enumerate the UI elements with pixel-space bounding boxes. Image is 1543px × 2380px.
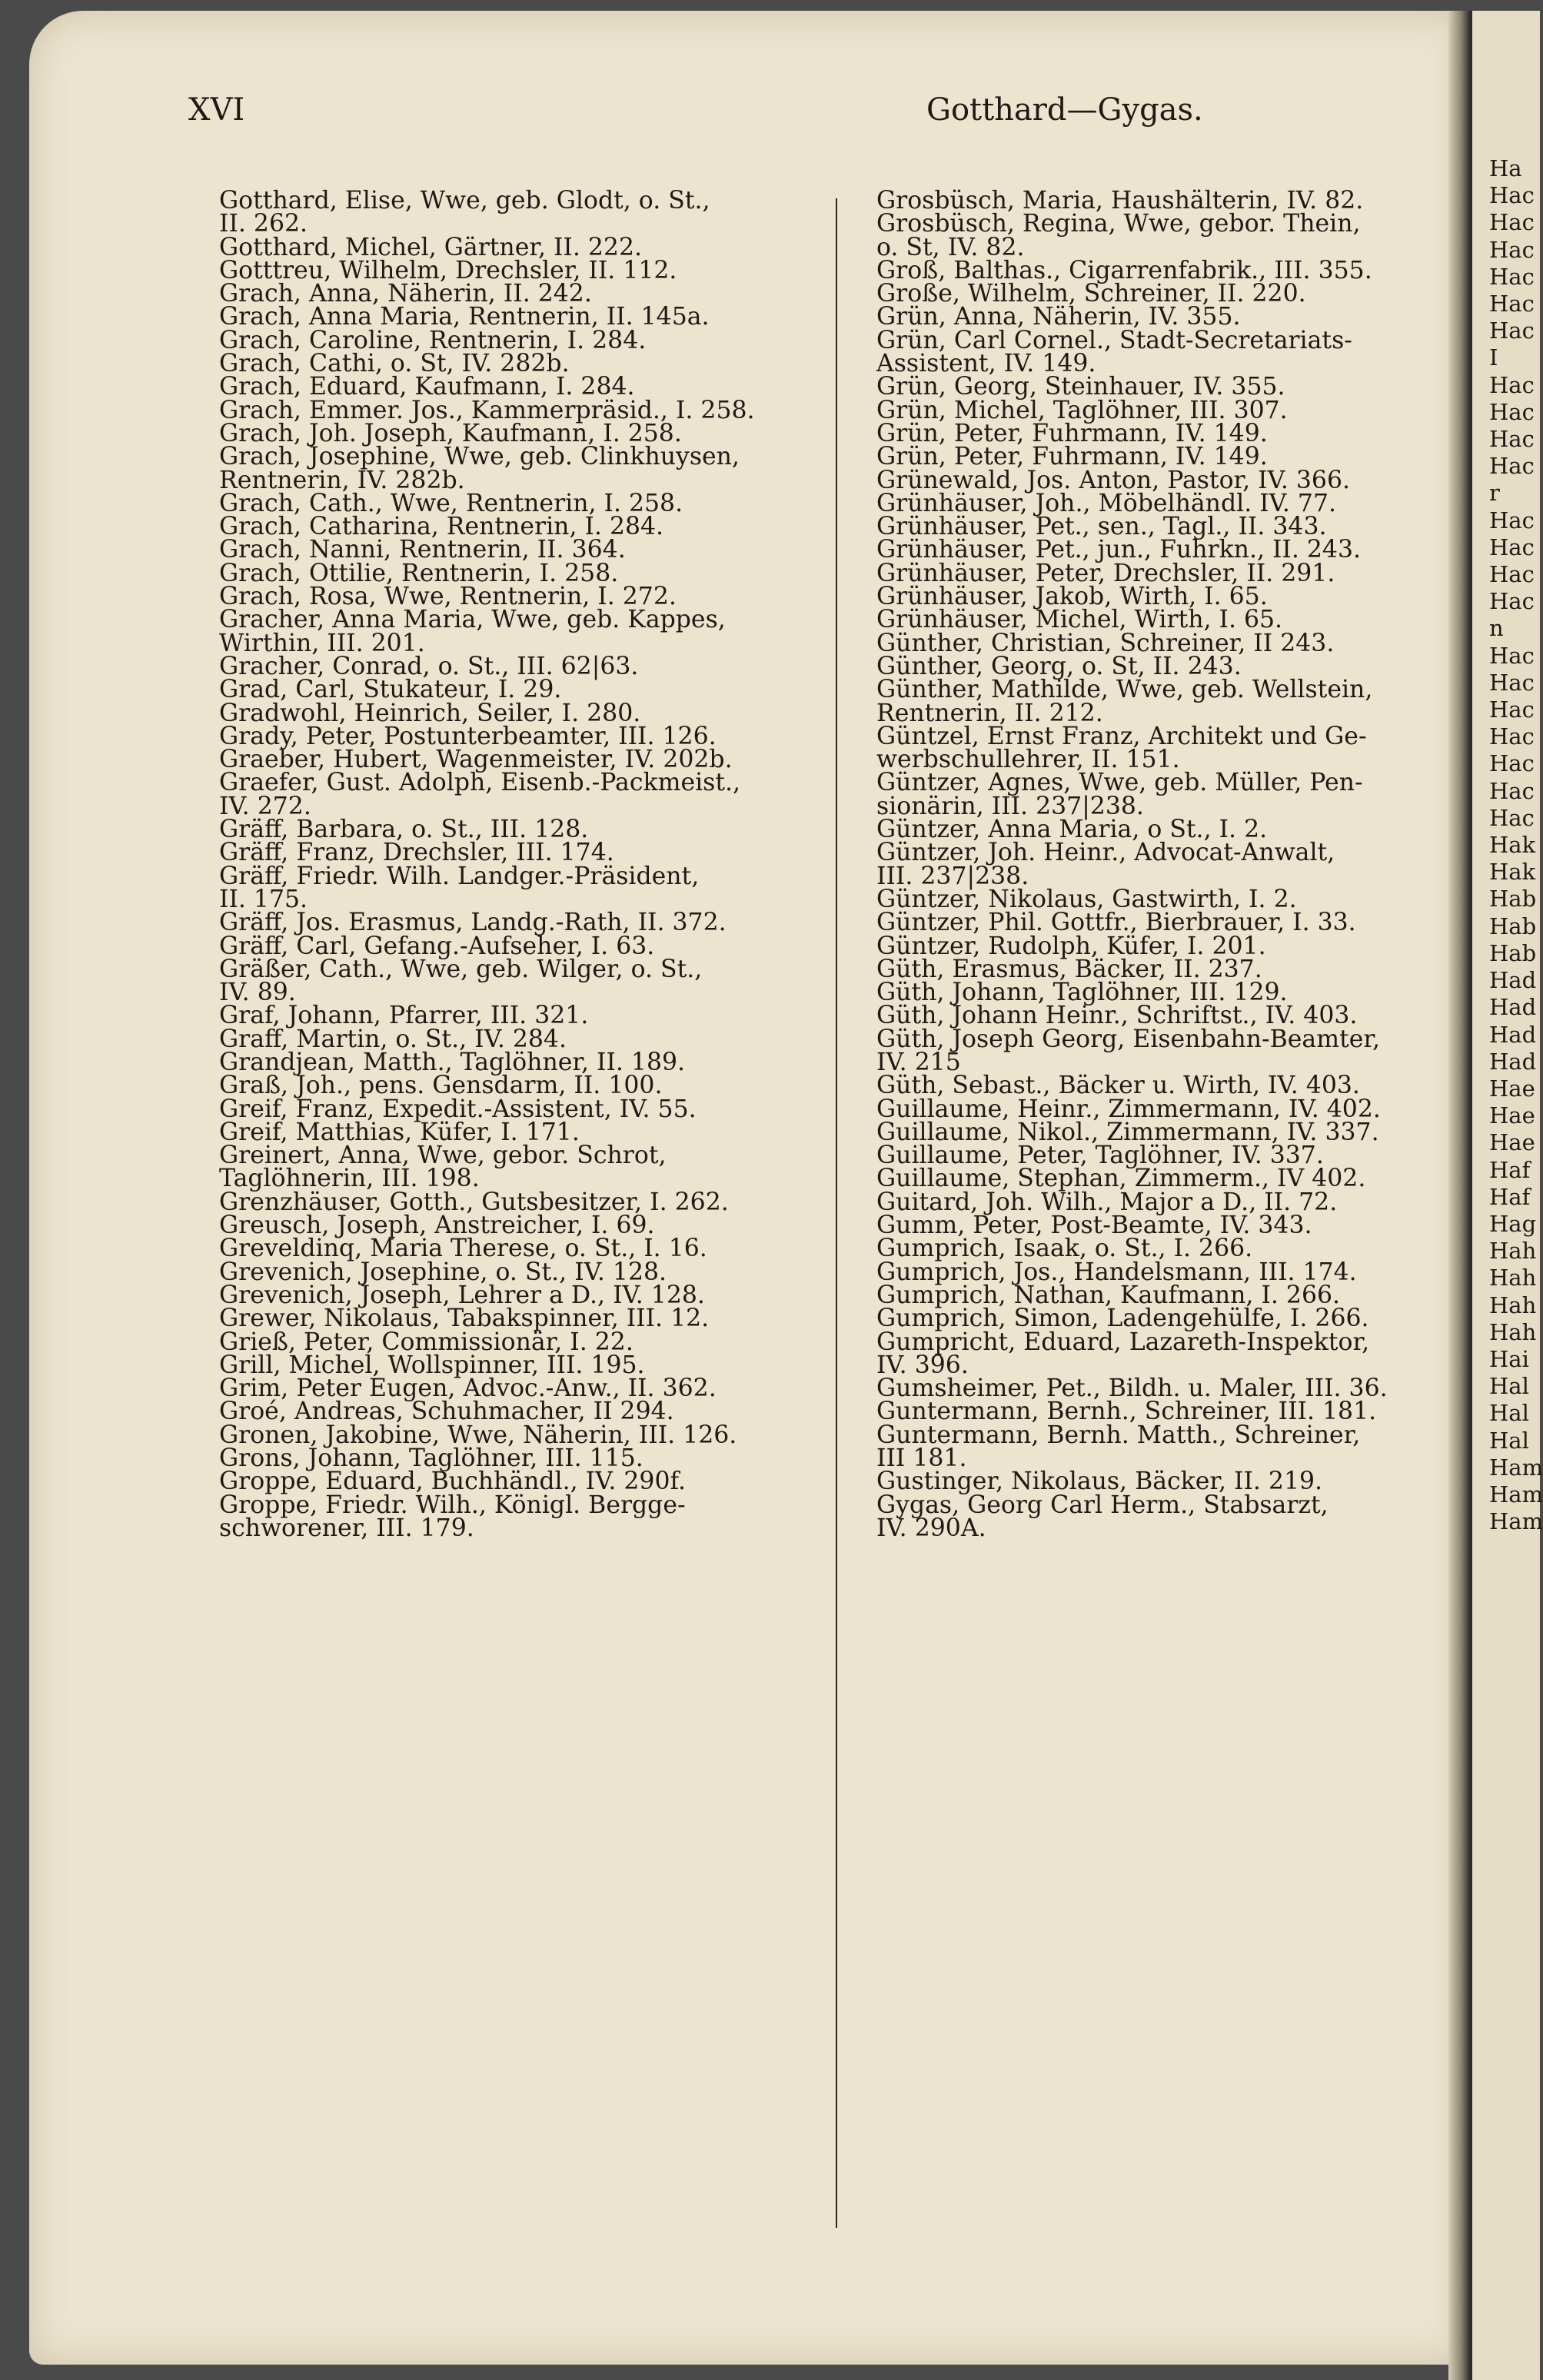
directory-entry-line: Gradwohl, Heinrich, Seiler, I. 280. [219,699,641,727]
directory-entry-line: Grim, Peter Eugen, Advoc.-Anw., II. 362. [219,1374,717,1403]
directory-entry-line: Güth, Johann Heinr., Schriftst., IV. 403. [876,1002,1358,1030]
directory-entry-line: Guntermann, Bernh., Schreiner, III. 181. [876,1398,1377,1426]
directory-entry-line: Grach, Joh. Joseph, Kaufmann, I. 258. [219,419,682,447]
directory-entry-line: Groppe, Friedr. Wilh., Königl. Bergge- [219,1491,686,1519]
directory-entry-line: Grewer, Nikolaus, Tabakspinner, III. 12. [219,1305,710,1333]
next-page-fragment: Hac [1489,317,1535,344]
directory-entry-line: III. 237|238. [876,862,1029,890]
next-page-fragment: Hac [1489,750,1535,777]
directory-entry-line: Grün, Peter, Fuhrmann, IV. 149. [876,443,1268,471]
directory-entry-line: Gotthard, Elise, Wwe, geb. Glodt, o. St., [219,187,710,214]
next-page-fragment: Ham [1489,1454,1543,1481]
next-page-fragment: Hal [1489,1427,1529,1454]
directory-entry-line: Grosbüsch, Regina, Wwe, gebor. Thein, [876,210,1361,238]
directory-entry-line: Graeber, Hubert, Wagenmeister, IV. 202b. [219,746,733,774]
next-page-fragment: Hac [1489,453,1535,480]
next-page-fragment: Hac [1489,642,1535,669]
next-page-fragment: Hac [1489,507,1535,534]
directory-entry-line: Güntzer, Anna Maria, o St., I. 2. [876,816,1268,844]
next-page-fragment: Hac [1489,371,1535,398]
directory-entry-line: Grons, Johann, Taglöhner, III. 115. [219,1444,643,1473]
directory-entry-line: Groé, Andreas, Schuhmacher, II 294. [219,1398,674,1426]
next-page-fragment: Hak [1489,859,1536,886]
directory-entry-line: Grill, Michel, Wollspinner, III. 195. [219,1351,645,1379]
next-page-fragment: Hac [1489,263,1535,290]
column-divider [836,198,837,2228]
directory-entry-line: Grad, Carl, Stukateur, I. 29. [219,676,562,704]
next-page-fragment: Hae [1489,1102,1535,1129]
directory-entry-line: Grach, Catharina, Rentnerin, I. 284. [219,513,664,541]
next-page-fragments [1489,155,1543,1535]
next-page-fragment: Hac [1489,696,1535,723]
directory-entry-line: Grosbüsch, Maria, Haushälterin, IV. 82. [876,187,1364,214]
directory-entry-line: sionärin, III. 237|238. [876,792,1144,820]
directory-entry-line: Grach, Cathi, o. St, IV. 282b. [219,350,570,378]
directory-entry-line: Guillaume, Peter, Taglöhner, IV. 337. [876,1142,1324,1170]
directory-entry-line: Grevenich, Joseph, Lehrer a D., IV. 128. [219,1281,705,1309]
next-page-fragment: Hac [1489,804,1535,831]
next-page-fragment: Hak [1489,832,1536,859]
directory-entry-line: werbschullehrer, II. 151. [876,746,1180,774]
directory-entry-line: Grünhäuser, Joh., Möbelhändl. IV. 77. [876,489,1337,517]
directory-entry-line: Graf, Johann, Pfarrer, III. 321. [219,1002,589,1030]
directory-entry-line: Grady, Peter, Postunterbeamter, III. 126. [219,722,717,750]
directory-entry-line: Gräff, Franz, Drechsler, III. 174. [219,839,614,867]
directory-entry-line: Gumprich, Nathan, Kaufmann, I. 266. [876,1281,1341,1309]
directory-entry-line: Grandjean, Matth., Taglöhner, II. 189. [219,1048,686,1076]
next-page-fragment: Ham [1489,1508,1543,1535]
directory-entry-line: Groß, Balthas., Cigarrenfabrik., III. 355. [876,256,1372,284]
directory-entry-line: Güth, Sebast., Bäcker u. Wirth, IV. 403. [876,1072,1360,1100]
directory-entry-line: Gracher, Conrad, o. St., III. 62|63. [219,652,639,680]
next-page-fragment: Had [1489,1021,1537,1048]
directory-entry-line: Guillaume, Stephan, Zimmerm., IV 402. [876,1165,1366,1193]
next-page-fragment: Hal [1489,1400,1529,1427]
directory-entry-line: Grün, Carl Cornel., Stadt-Secretariats- [876,326,1352,354]
directory-entry-line: Grünhäuser, Pet., sen., Tagl., II. 343. [876,513,1327,541]
page-number: XVI [188,92,245,128]
directory-entry-line: II. 262. [219,210,308,238]
next-page-fragment: Hac [1489,209,1535,236]
next-page-fragment: Hac [1489,291,1535,317]
directory-entry-line: Rentnerin, IV. 282b. [219,466,465,494]
directory-entry-line: schworener, III. 179. [219,1514,474,1542]
directory-entry-line: IV. 396. [876,1351,969,1379]
next-page-fragment: Hae [1489,1075,1535,1102]
directory-entry-line: o. St, IV. 82. [876,233,1025,261]
next-page-fragment: Hae [1489,1129,1535,1156]
directory-entry-line: Güth, Erasmus, Bäcker, II. 237. [876,955,1262,983]
directory-entry-line: Günther, Christian, Schreiner, II 243. [876,629,1335,657]
directory-entry-line: Grün, Michel, Taglöhner, III. 307. [876,396,1288,424]
directory-entry-line: Gygas, Georg Carl Herm., Stabsarzt, [876,1491,1329,1519]
directory-entry-line: Gumprich, Isaak, o. St., I. 266. [876,1235,1253,1263]
next-page-fragment: Haf [1489,1156,1531,1183]
next-page-fragment: Hai [1489,1345,1529,1372]
directory-entry-line: Gotthard, Michel, Gärtner, II. 222. [219,233,643,261]
directory-entry-line: Taglöhnerin, III. 198. [219,1165,480,1193]
directory-entry-line: Gräff, Barbara, o. St., III. 128. [219,816,589,844]
next-page-fragment: Hal [1489,1373,1529,1400]
running-title: Gotthard—Gygas. [926,92,1203,128]
directory-entry-line: Gumprich, Simon, Ladengehülfe, I. 266. [876,1305,1369,1333]
next-page-fragment: Hac [1489,236,1535,263]
directory-entry-line: Graff, Martin, o. St., IV. 284. [219,1025,567,1053]
next-page-fragment: Hah [1489,1318,1537,1345]
next-page-fragment: Hac [1489,534,1535,560]
next-page-fragment: Hac [1489,588,1535,615]
next-page-fragment: Haf [1489,1183,1531,1210]
directory-entry-line: Grach, Rosa, Wwe, Rentnerin, I. 272. [219,583,677,611]
directory-entry-line: Gumm, Peter, Post-Beamte, IV. 343. [876,1212,1312,1240]
directory-entry-line: Greif, Franz, Expedit.-Assistent, IV. 55. [219,1095,697,1123]
directory-entry-line: Grach, Josephine, Wwe, geb. Clinkhuysen, [219,443,740,471]
directory-entry-line: Grieß, Peter, Commissionär, I. 22. [219,1328,633,1356]
directory-entry-line: Gronen, Jakobine, Wwe, Näherin, III. 126. [219,1421,737,1449]
next-page-fragment: Hac [1489,777,1535,804]
next-page-fragment: Had [1489,994,1537,1021]
directory-entry-line: Grünewald, Jos. Anton, Pastor, IV. 366. [876,466,1351,494]
directory-entry-line: Güntzer, Nikolaus, Gastwirth, I. 2. [876,885,1297,913]
next-page-fragment: Hac [1489,426,1535,453]
directory-entry-line: Günther, Mathilde, Wwe, geb. Wellstein, [876,676,1373,704]
page-header [188,92,1495,138]
directory-entry-line: Graefer, Gust. Adolph, Eisenb.-Packmeist., [219,769,741,797]
next-page-fragment: r [1489,480,1500,507]
directory-entry-line: Gumsheimer, Pet., Bildh. u. Maler, III. 36. [876,1374,1388,1403]
directory-entry-line: Grach, Ottilie, Rentnerin, I. 258. [219,559,619,587]
directory-entry-line: Greif, Matthias, Küfer, I. 171. [219,1118,580,1146]
directory-entry-line: Grünhäuser, Pet., jun., Fuhrkn., II. 243. [876,536,1362,564]
directory-entry-line: Graß, Joh., pens. Gensdarm, II. 100. [219,1072,663,1100]
directory-entry-line: Guitard, Joh. Wilh., Major a D., II. 72. [876,1188,1338,1216]
next-page-fragment: Hac [1489,669,1535,696]
next-page-fragment: n [1489,615,1504,642]
directory-entry-line: Gräff, Jos. Erasmus, Landg.-Rath, II. 372. [219,909,727,937]
directory-entry-line: Gräßer, Cath., Wwe, geb. Wilger, o. St., [219,955,703,983]
directory-entry-line: Groppe, Eduard, Buchhändl., IV. 290f. [219,1468,687,1496]
directory-entry-line: Grün, Anna, Näherin, IV. 355. [876,303,1241,331]
directory-entry-line: Gräff, Friedr. Wilh. Landger.-Präsident, [219,862,700,890]
next-page-fragment: Had [1489,967,1537,994]
directory-entry-line: Gräff, Carl, Gefang.-Aufseher, I. 63. [219,932,655,960]
directory-entry-line: Güntzer, Agnes, Wwe, geb. Müller, Pen- [876,769,1363,797]
directory-entry-line: Assistent, IV. 149. [876,350,1096,378]
directory-entry-line: Grach, Emmer. Jos., Kammerpräsid., I. 258. [219,396,755,424]
directory-entry-line: Gracher, Anna Maria, Wwe, geb. Kappes, [219,606,726,634]
directory-entry-line: Greusch, Joseph, Anstreicher, I. 69. [219,1212,655,1240]
next-page-fragment: Hac [1489,182,1535,209]
directory-entry-line: Greveldinq, Maria Therese, o. St., I. 16. [219,1235,707,1263]
next-page-fragment: Hac [1489,723,1535,750]
next-page-fragment: Hah [1489,1238,1537,1265]
directory-entry-line: Gustinger, Nikolaus, Bäcker, II. 219. [876,1468,1323,1496]
directory-entry-line: Grach, Cath., Wwe, Rentnerin, I. 258. [219,489,683,517]
directory-entry-line: Grünhäuser, Jakob, Wirth, I. 65. [876,583,1268,611]
directory-entry-line: Gotttreu, Wilhelm, Drechsler, II. 112. [219,256,677,284]
directory-entry-line: Greinert, Anna, Wwe, gebor. Schrot, [219,1142,667,1170]
directory-entry-line: IV. 272. [219,792,311,820]
directory-entry-line: IV. 290A. [876,1514,986,1542]
directory-entry-line: Grach, Eduard, Kaufmann, I. 284. [219,373,635,401]
next-page-fragment: Hah [1489,1265,1537,1291]
next-page-fragment: I [1489,344,1498,371]
next-page-fragment: Had [1489,1048,1537,1075]
directory-entry-line: Guillaume, Heinr., Zimmermann, IV. 402. [876,1095,1381,1123]
directory-entry-line: Güntzer, Phil. Gottfr., Bierbrauer, I. 33. [876,909,1356,937]
directory-entry-line: IV. 215 [876,1048,961,1076]
directory-entry-line: Grach, Anna, Näherin, II. 242. [219,280,592,308]
directory-entry-line: Grach, Anna Maria, Rentnerin, II. 145a. [219,303,710,331]
next-page-fragment: Hah [1489,1291,1537,1318]
next-page-fragment: Hab [1489,912,1537,939]
directory-entry-line: Güth, Johann, Taglöhner, III. 129. [876,979,1288,1007]
directory-entry-line: Gumprich, Jos., Handelsmann, III. 174. [876,1258,1357,1286]
left-column [219,189,826,1540]
directory-entry-line: III 181. [876,1444,967,1473]
directory-entry-line: Grach, Nanni, Rentnerin, II. 364. [219,536,626,564]
directory-entry-line: Grün, Georg, Steinhauer, IV. 355. [876,373,1285,401]
directory-entry-line: Güntzer, Rudolph, Küfer, I. 201. [876,932,1266,960]
directory-entry-line: Grün, Peter, Fuhrmann, IV. 149. [876,419,1268,447]
next-page-fragment: Hac [1489,561,1535,588]
directory-entry-line: Grach, Caroline, Rentnerin, I. 284. [219,326,647,354]
right-column [876,189,1484,1540]
directory-entry-line: Günther, Georg, o. St, II. 243. [876,652,1242,680]
directory-entry-line: Grünhäuser, Michel, Wirth, I. 65. [876,606,1283,634]
directory-entry-line: Güntzel, Ernst Franz, Architekt und Ge- [876,722,1367,750]
directory-entry-line: Güth, Joseph Georg, Eisenbahn-Beamter, [876,1025,1380,1053]
directory-entry-line: Guntermann, Bernh. Matth., Schreiner, [876,1421,1361,1449]
directory-entry-line: Wirthin, III. 201. [219,629,425,657]
next-page-fragment: Hac [1489,398,1535,425]
directory-entry-line: Guillaume, Nikol., Zimmermann, IV. 337. [876,1118,1379,1146]
next-page-fragment: Ha [1489,155,1522,181]
next-page-fragment: Hab [1489,886,1537,912]
directory-entry-line: Große, Wilhelm, Schreiner, II. 220. [876,280,1306,308]
directory-entry-line: Grünhäuser, Peter, Drechsler, II. 291. [876,559,1335,587]
directory-entry-line: Grevenich, Josephine, o. St., IV. 128. [219,1258,667,1286]
directory-entry-line: IV. 89. [219,979,296,1007]
directory-entry-line: Rentnerin, II. 212. [876,699,1103,727]
directory-entry-line: Gumpricht, Eduard, Lazareth-Inspektor, [876,1328,1370,1356]
next-page-fragment: Hag [1489,1210,1537,1237]
directory-entry-line: Grenzhäuser, Gotth., Gutsbesitzer, I. 262. [219,1188,729,1216]
directory-entry-line: Güntzer, Joh. Heinr., Advocat-Anwalt, [876,839,1335,867]
directory-entry-line: II. 175. [219,885,308,913]
next-page-fragment: Ham [1489,1481,1543,1507]
next-page-fragment: Hab [1489,939,1537,966]
